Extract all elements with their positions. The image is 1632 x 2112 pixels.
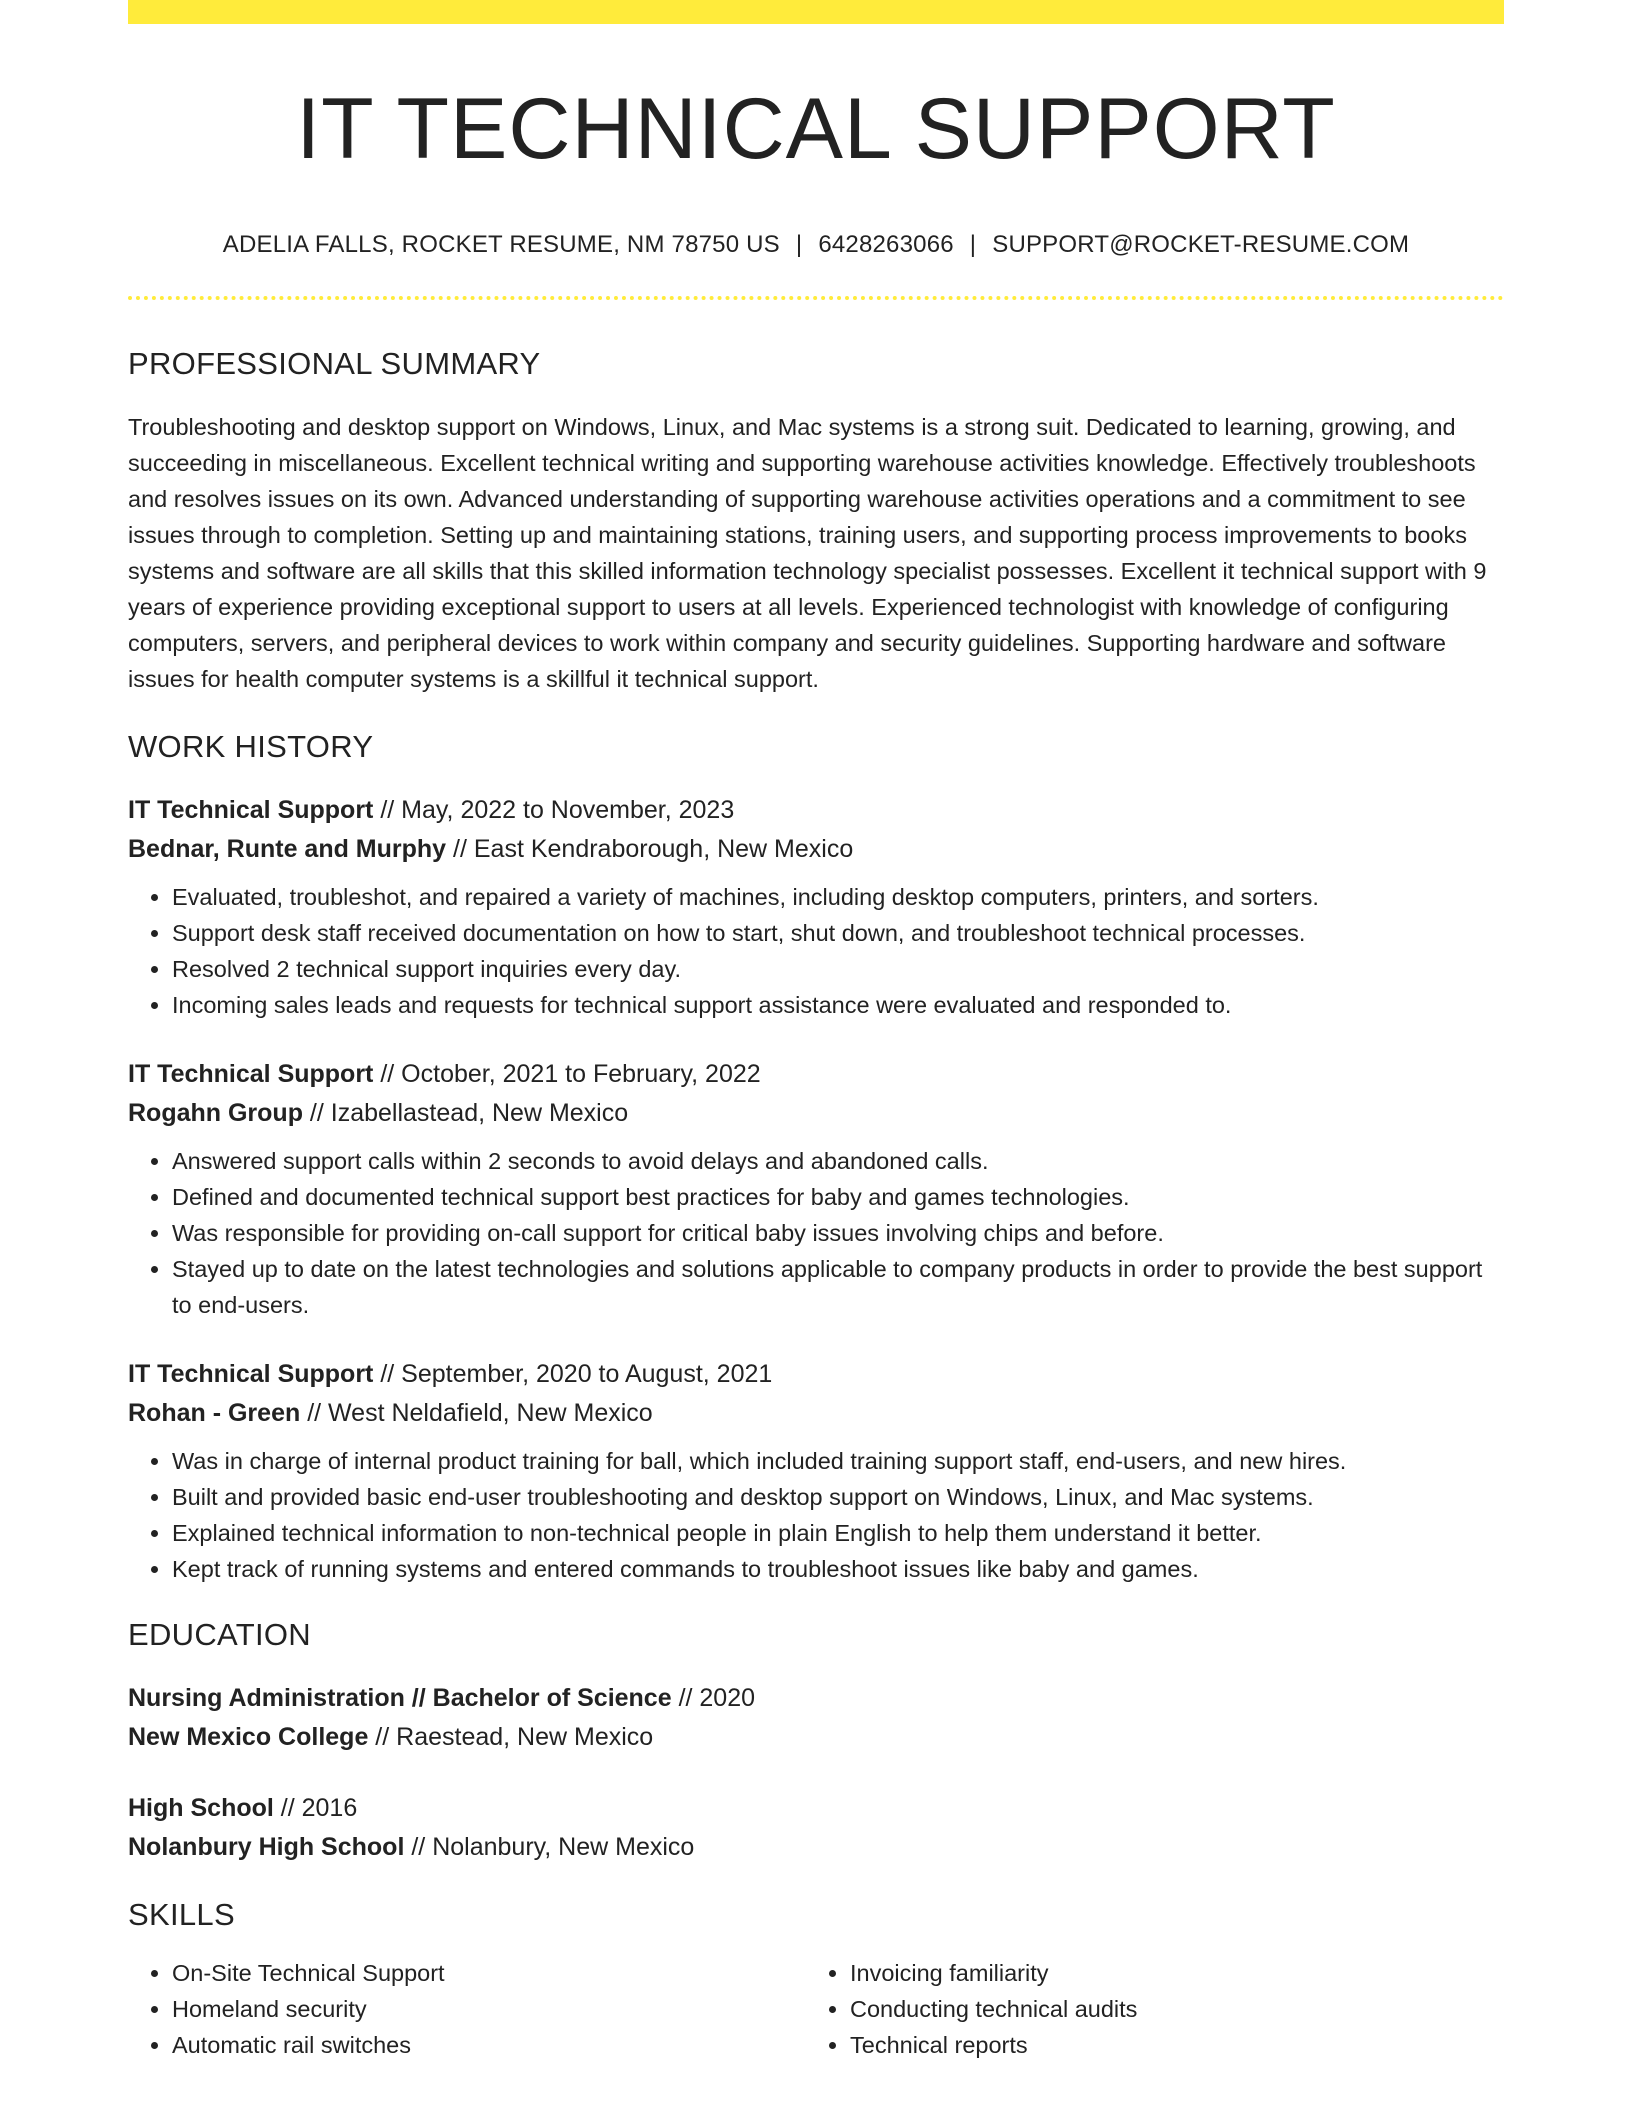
- job-bullets: [128, 1443, 1504, 1587]
- job-dates: // October, 2021 to February, 2022: [373, 1059, 761, 1088]
- contact-email[interactable]: SUPPORT@ROCKET-RESUME.COM: [992, 230, 1410, 258]
- job-title-line: [128, 1055, 1504, 1094]
- education-location: // Raestead, New Mexico: [368, 1722, 654, 1751]
- job-bullet: • Evaluated, troubleshot, and repaired a variety of machines, including desktop computers, printers, and sorters.: [172, 879, 1504, 915]
- job-entry: [128, 791, 1504, 1023]
- contact-phone[interactable]: 6428263066: [818, 230, 954, 258]
- job-bullet: • Defined and documented technical support best practices for baby and games technologies.: [172, 1179, 1504, 1215]
- job-bullet: • Kept track of running systems and entered commands to troubleshoot issues like baby and games.: [172, 1551, 1504, 1587]
- education-heading: EDUCATION: [128, 1616, 311, 1652]
- job-company: Rohan - Green: [128, 1398, 301, 1427]
- job-company-line: [128, 1094, 1504, 1133]
- job-bullet: • Built and provided basic end-user troubleshooting and desktop support on Windows, Linux, and Mac systems.: [172, 1479, 1504, 1515]
- education-school: New Mexico College: [128, 1722, 369, 1751]
- job-company-line: [128, 830, 1504, 869]
- skill-item: • Conducting technical audits: [850, 1991, 1484, 2027]
- job-bullet: • Support desk staff received documentation on how to start, shut down, and troubleshoot technical processes.: [172, 915, 1504, 951]
- job-bullet: • Was in charge of internal product training for ball, which included training support staff, end-users, and new hires.: [172, 1443, 1504, 1479]
- job-title-line: [128, 1355, 1504, 1394]
- job-title-line: [128, 791, 1504, 830]
- job-bullets: [128, 1143, 1504, 1323]
- job-bullet: • Explained technical information to non-technical people in plain English to help them understand it better.: [172, 1515, 1504, 1551]
- top-accent-bar: [128, 0, 1504, 24]
- education-entry: [128, 1679, 1504, 1757]
- education-location: // Nolanbury, New Mexico: [404, 1832, 695, 1861]
- education-degree: High School: [128, 1793, 274, 1822]
- job-bullet: • Incoming sales leads and requests for technical support assistance were evaluated and responded to.: [172, 987, 1504, 1023]
- education-school-line: [128, 1718, 1504, 1757]
- skills-heading: SKILLS: [128, 1896, 235, 1932]
- contact-address: ADELIA FALLS, ROCKET RESUME, NM 78750 US: [222, 230, 780, 258]
- job-location: // Izabellastead, New Mexico: [302, 1098, 629, 1127]
- education-school: Nolanbury High School: [128, 1832, 405, 1861]
- education-year: // 2020: [671, 1683, 756, 1712]
- education-school-line: [128, 1828, 1504, 1867]
- education-degree: Nursing Administration // Bachelor of Science: [128, 1683, 672, 1712]
- skills-list-right: [806, 1955, 1484, 2063]
- job-company: Rogahn Group: [128, 1098, 303, 1127]
- resume-page: [128, 0, 1504, 2063]
- job-bullet: • Answered support calls within 2 seconds to avoid delays and abandoned calls.: [172, 1143, 1504, 1179]
- skill-item: • Technical reports: [850, 2027, 1484, 2063]
- job-bullet: • Resolved 2 technical support inquiries every day.: [172, 951, 1504, 987]
- skill-item: • Invoicing familiarity: [850, 1955, 1484, 1991]
- skill-item: • Homeland security: [172, 1991, 806, 2027]
- education-degree-line: [128, 1679, 1504, 1718]
- job-bullet: • Stayed up to date on the latest technologies and solutions applicable to company products in order to provide the best support to end-users.: [172, 1251, 1504, 1323]
- education-year: // 2016: [273, 1793, 358, 1822]
- summary-heading: PROFESSIONAL SUMMARY: [128, 345, 541, 381]
- job-dates: // May, 2022 to November, 2023: [373, 795, 735, 824]
- job-bullet: • Was responsible for providing on-call support for critical baby issues involving chips and before.: [172, 1215, 1504, 1251]
- page-title: IT TECHNICAL SUPPORT: [296, 81, 1336, 177]
- skills-list-left: [128, 1955, 806, 2063]
- job-entry: [128, 1355, 1504, 1587]
- job-location: // West Neldafield, New Mexico: [300, 1398, 653, 1427]
- job-company: Bednar, Runte and Murphy: [128, 834, 447, 863]
- job-location: // East Kendraborough, New Mexico: [446, 834, 854, 863]
- job-bullets: [128, 879, 1504, 1023]
- education-degree-line: [128, 1789, 1504, 1828]
- contact-separator: |: [969, 230, 977, 258]
- dotted-divider: [128, 296, 1504, 300]
- job-title: IT Technical Support: [128, 1059, 374, 1088]
- job-company-line: [128, 1394, 1504, 1433]
- education-entry: [128, 1789, 1504, 1867]
- skill-item: • Automatic rail switches: [172, 2027, 806, 2063]
- skills-grid: [128, 1955, 1504, 2063]
- job-dates: // September, 2020 to August, 2021: [373, 1359, 773, 1388]
- summary-text: Troubleshooting and desktop support on Windows, Linux, and Mac systems is a strong suit. Dedicated to learning, growing, and succeeding in miscellaneous. Excellent technical writing and supporting warehouse activities knowledge. Effectively troubleshoots and resolves issues on its own. Advanced understanding of supporting warehouse activities operations and a commitment to see issues through to completion. Setting up and maintaining stations, training users, and supporting process improvements to books systems and software are all skills that this skilled information technology specialist possesses. Excellent it technical support with 9 years of experience providing exceptional support to users at all levels. Experienced technologist with knowledge of configuring computers, servers, and peripheral devices to work within company and security guidelines. Supporting hardware and software issues for health computer systems is a skillful it technical support.: [128, 413, 1487, 692]
- job-entry: [128, 1055, 1504, 1323]
- contact-separator: |: [795, 230, 803, 258]
- skill-item: • On-Site Technical Support: [172, 1955, 806, 1991]
- contact-line: [128, 231, 1504, 259]
- work-history-heading: WORK HISTORY: [128, 728, 374, 764]
- job-title: IT Technical Support: [128, 1359, 374, 1388]
- job-title: IT Technical Support: [128, 795, 374, 824]
